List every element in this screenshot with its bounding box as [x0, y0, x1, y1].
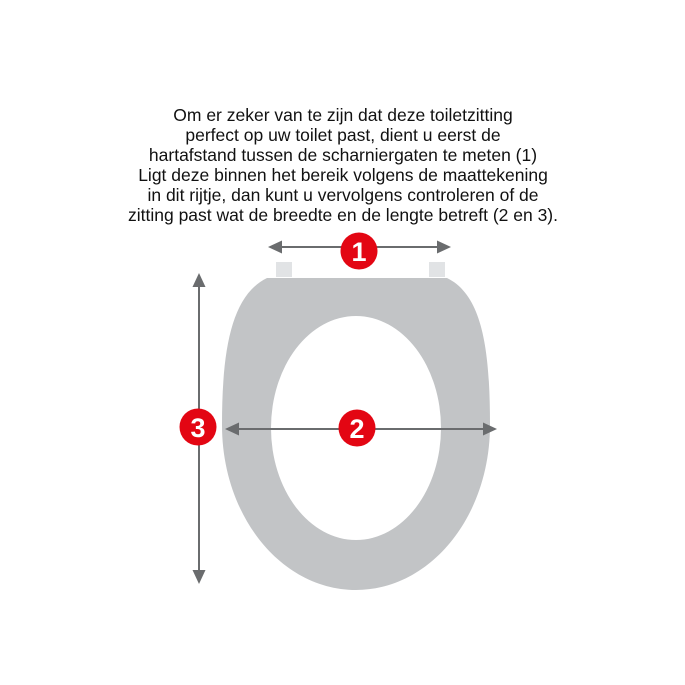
instructions-line-2: perfect op uw toilet past, dient u eerst de: [185, 125, 501, 145]
hinge-right: [429, 262, 445, 277]
arrowhead-right-icon: [437, 241, 451, 254]
arrowhead-down-icon: [193, 570, 206, 584]
marker-seat-width: [339, 410, 376, 447]
instructions-line-6: zitting past wat de breedte en de lengte betreft (2 en 3).: [128, 205, 558, 225]
instructions-line-1: Om er zeker van te zijn dat deze toiletzitting: [173, 105, 513, 125]
instructions-line-4: Ligt deze binnen het bereik volgens de maattekening: [138, 165, 548, 185]
arrowhead-left-icon: [268, 241, 282, 254]
marker-number: 2: [349, 414, 365, 444]
instructions-line-3: hartafstand tussen de scharniergaten te meten (1): [148, 145, 538, 165]
hinge-left: [276, 262, 292, 277]
marker-hinge-distance: [341, 233, 378, 270]
marker-seat-length: [180, 409, 217, 446]
marker-number: 3: [190, 413, 206, 443]
instructions-line-5: in dit rijtje, dan kunt u vervolgens controleren of de: [147, 185, 539, 205]
arrowhead-up-icon: [193, 273, 206, 287]
marker-number: 1: [351, 237, 367, 267]
